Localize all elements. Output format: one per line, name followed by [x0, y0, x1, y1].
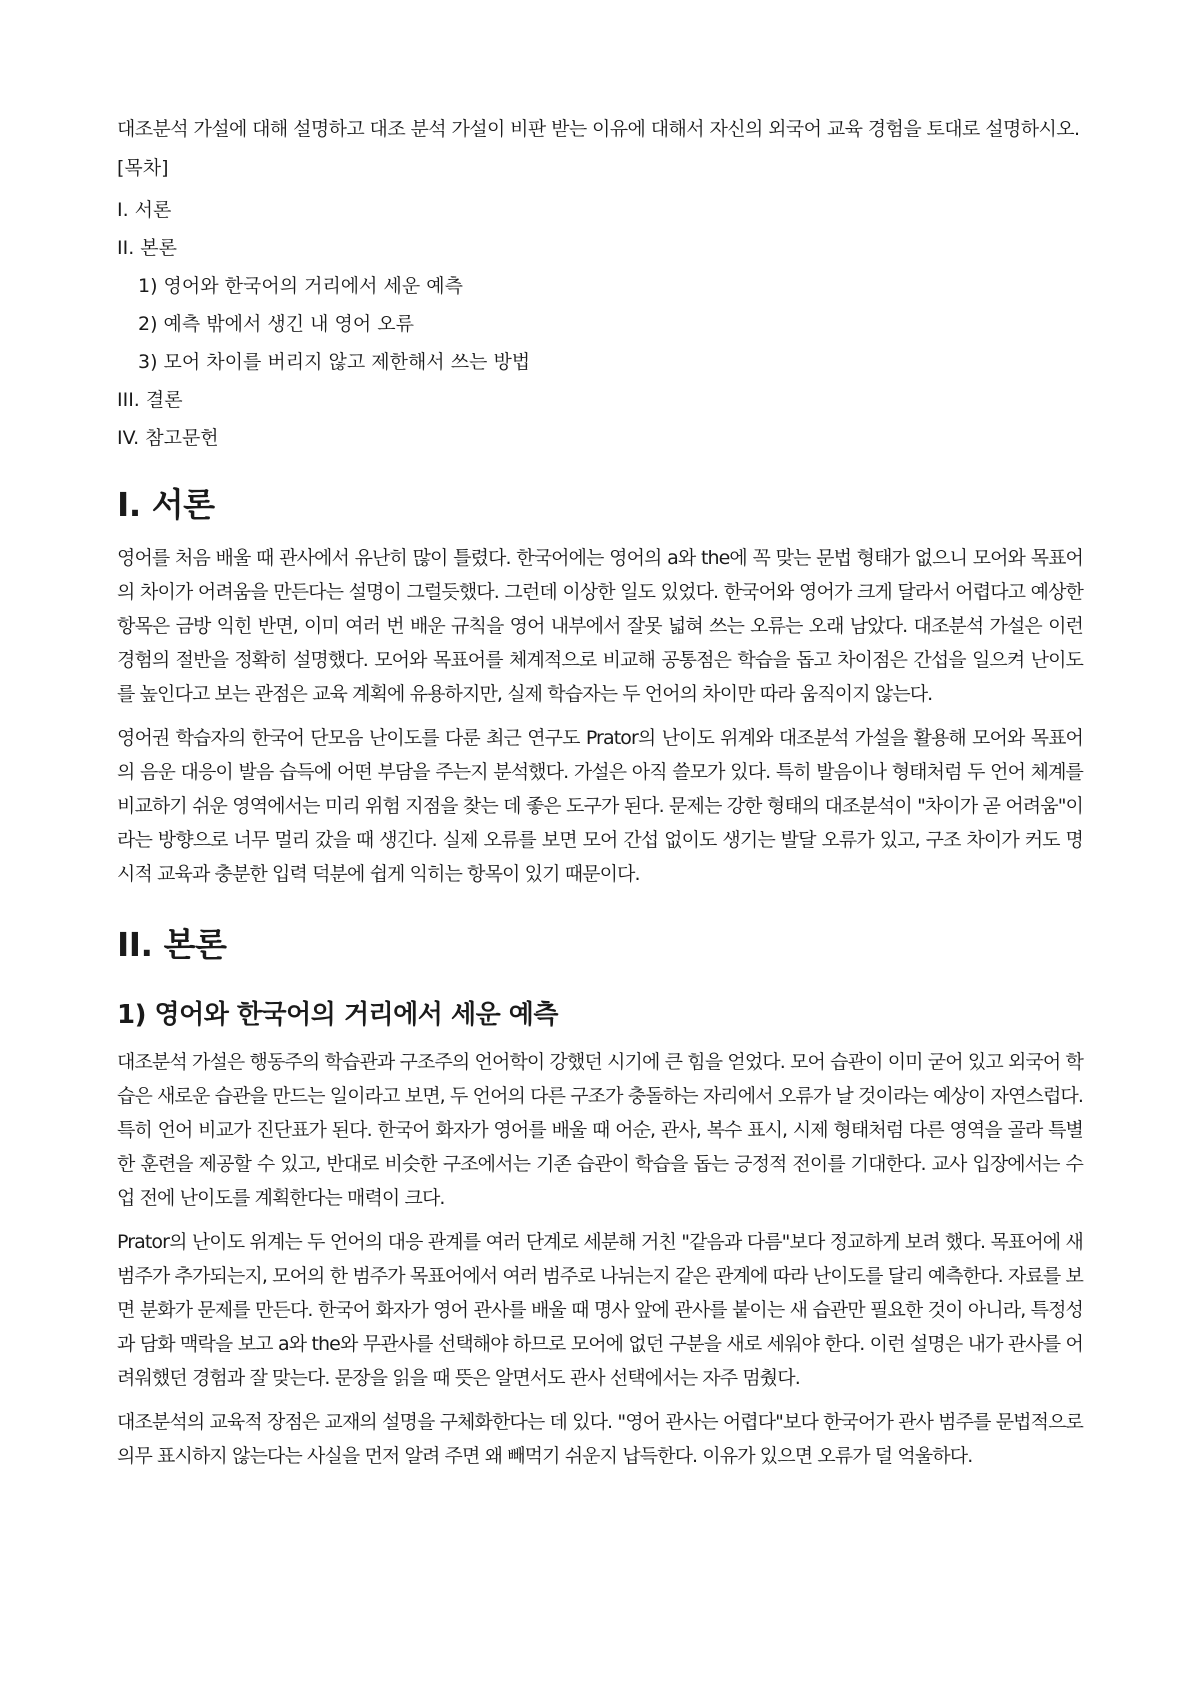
section-heading-main-body: II. 본론 — [117, 925, 227, 964]
body-paragraph: 대조분석의 교육적 장점은 교재의 설명을 구체화한다는 데 있다. "영어 관사는 어렵다"보다 한국어가 관사 범주를 문법적으로 의무 표시하지 않는다는 사실을 먼저 알려 주면 왜 빼먹기 쉬운지 납득한다. 이유가 있으면 오류가 덜 억울하다. — [117, 1411, 1083, 1467]
toc-subitem-1: 1) 영어와 한국어의 거리에서 세운 예측 — [138, 275, 464, 297]
toc-item-main-body: II. 본론 — [117, 237, 177, 259]
table-of-contents — [117, 155, 1083, 451]
toc-item-conclusion: III. 결론 — [117, 389, 183, 411]
assignment-question: 대조분석 가설에 대해 설명하고 대조 분석 가설이 비판 받는 이유에 대해서 자신의 외국어 교육 경험을 토대로 설명하시오. — [117, 118, 1080, 140]
subsection-heading-1: 1) 영어와 한국어의 거리에서 세운 예측 — [117, 1000, 558, 1030]
toc-title: [목차] — [117, 157, 169, 179]
body-paragraph: Prator의 난이도 위계는 두 언어의 대응 관계를 여러 단계로 세분해 거친 "같음과 다름"보다 정교하게 보려 했다. 목표어에 새 범주가 추가되는지, 모어의 한 범주가 목표어에서 여러 범주로 나뉘는지 같은 관계에 따라 난이도를 달리 예측한다. 자료를 보면 분화가 문제를 만든다. 한국어 화자가 영어 관사를 배울 때 명사 앞에 관사를 붙이는 새 습관만 필요한 것이 아니라, 특정성과 담화 맥락을 보고 a와 the와 무관사를 선택해야 하므로 모어에 없던 구분을 새로 세워야 한다. 이런 설명은 내가 관사를 어려워했던 경험과 잘 맞는다. 문장을 읽을 때 뜻은 알면서도 관사 선택에서는 자주 멈췄다. — [117, 1231, 1083, 1389]
section-heading-introduction: I. 서론 — [117, 485, 215, 524]
toc-subitem-3: 3) 모어 차이를 버리지 않고 제한해서 쓰는 방법 — [138, 351, 531, 373]
intro-paragraph: 영어를 처음 배울 때 관사에서 유난히 많이 틀렸다. 한국어에는 영어의 a와 the에 꼭 맞는 문법 형태가 없으니 모어와 목표어의 차이가 어려움을 만든다는 설명이 그럴듯했다. 그런데 이상한 일도 있었다. 한국어와 영어가 크게 달라서 어렵다고 예상한 항목은 금방 익힌 반면, 이미 여러 번 배운 규칙을 영어 내부에서 잘못 넓혀 쓰는 오류는 오래 남았다. 대조분석 가설은 이런 경험의 절반을 정확히 설명했다. 모어와 목표어를 체계적으로 비교해 공통점은 학습을 돕고 차이점은 간섭을 일으켜 난이도를 높인다고 보는 관점은 교육 계획에 유용하지만, 실제 학습자는 두 언어의 차이만 따라 움직이지 않는다. — [117, 547, 1083, 705]
intro-paragraph: 영어권 학습자의 한국어 단모음 난이도를 다룬 최근 연구도 Prator의 난이도 위계와 대조분석 가설을 활용해 모어와 목표어의 음운 대응이 발음 습득에 어떤 부담을 주는지 분석했다. 가설은 아직 쓸모가 있다. 특히 발음이나 형태처럼 두 언어 체계를 비교하기 쉬운 영역에서는 미리 위험 지점을 찾는 데 좋은 도구가 된다. 문제는 강한 형태의 대조분석이 "차이가 곧 어려움"이라는 방향으로 너무 멀리 갔을 때 생긴다. 실제 오류를 보면 모어 간섭 없이도 생기는 발달 오류가 있고, 구조 차이가 커도 명시적 교육과 충분한 입력 덕분에 쉽게 익히는 항목이 있기 때문이다. — [117, 727, 1083, 885]
toc-item-references: IV. 참고문헌 — [117, 427, 219, 449]
body-paragraph: 대조분석 가설은 행동주의 학습관과 구조주의 언어학이 강했던 시기에 큰 힘을 얻었다. 모어 습관이 이미 굳어 있고 외국어 학습은 새로운 습관을 만드는 일이라고 보면, 두 언어의 다른 구조가 충돌하는 자리에서 오류가 날 것이라는 예상이 자연스럽다. 특히 언어 비교가 진단표가 된다. 한국어 화자가 영어를 배울 때 어순, 관사, 복수 표시, 시제 형태처럼 다른 영역을 골라 특별한 훈련을 제공할 수 있고, 반대로 비슷한 구조에서는 기존 습관이 학습을 돕는 긍정적 전이를 기대한다. 교사 입장에서는 수업 전에 난이도를 계획한다는 매력이 크다. — [117, 1051, 1083, 1209]
toc-subsection-list — [117, 273, 1083, 375]
toc-subitem-2: 2) 예측 밖에서 생긴 내 영어 오류 — [138, 313, 414, 335]
toc-item-introduction: I. 서론 — [117, 199, 172, 221]
